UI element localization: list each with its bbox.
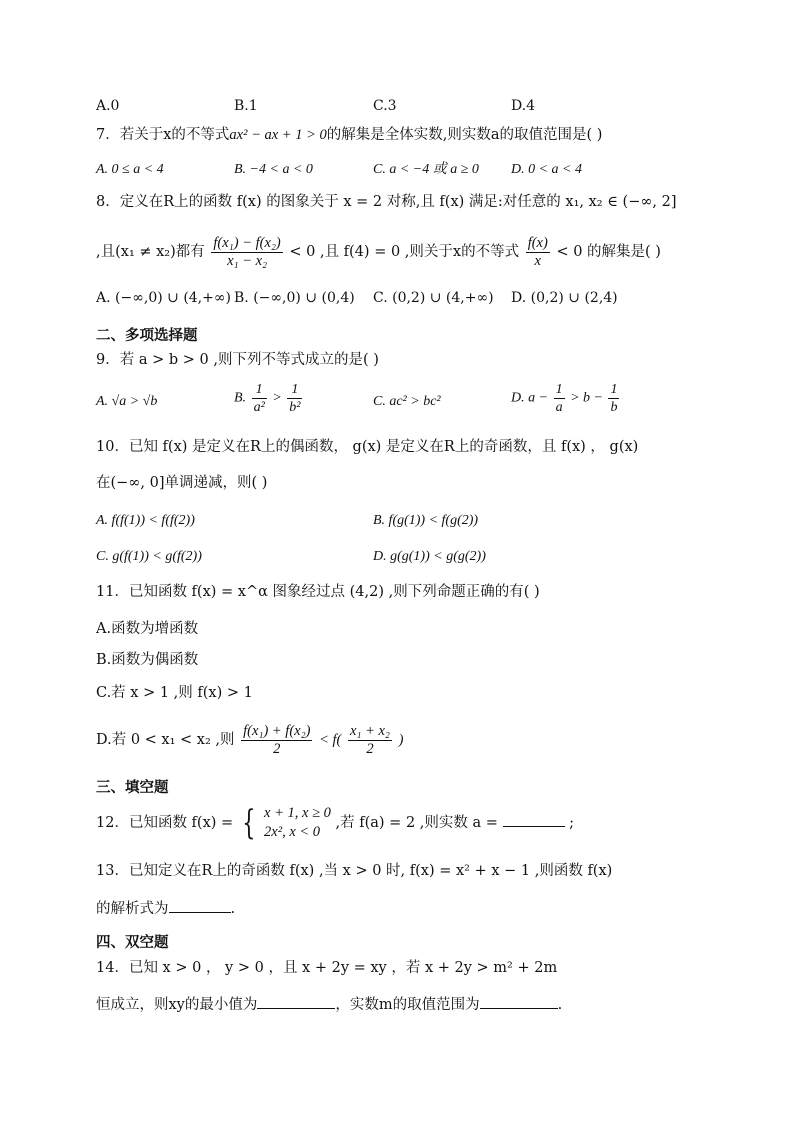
q7-stem-post: 的解集是全体实数,则实数a的取值范围是( ) (326, 127, 603, 143)
q9d-num1: 1 (555, 382, 563, 397)
q11d-den: 2 (273, 740, 281, 757)
q14-line2 (96, 994, 734, 1015)
q11d-post: ) (398, 732, 404, 748)
q9b-den1: a² (253, 400, 265, 415)
q6-option-d: D.4 (511, 98, 536, 114)
q11-option-b: B.函数为偶函数 (96, 652, 199, 668)
q7-stem-pre: 7．若关于x的不等式 (96, 127, 230, 143)
q13-answer-blank[interactable] (169, 898, 231, 913)
q8-option-b: B. (−∞,0) ∪ (0,4) (234, 290, 355, 306)
q9b-mid: > (272, 390, 282, 406)
q12-case2: 2x², x < 0 (264, 824, 321, 840)
q12-pre: 12．已知函数 f(x) = (96, 815, 234, 831)
q9-option-d-frac2 (608, 381, 619, 416)
q8-line2 (96, 232, 734, 272)
q11-option-d (96, 720, 734, 760)
q9-option-b-frac2 (287, 381, 302, 416)
q9d-mid: > b − (570, 390, 603, 406)
section-heading-multiple-choice: 二、多项选择题 (96, 328, 198, 344)
q12-tail: ; (569, 815, 575, 831)
q9-option-b-frac1 (252, 381, 267, 416)
q9d-den2: b (610, 400, 618, 415)
q10-line1: 10．已知 f(x) 是定义在R上的偶函数， g(x) 是定义在R上的奇函数，且 f(x) ， g(x) (96, 439, 639, 455)
q8-line2-pre: ,且(x₁ ≠ x₂)都有 (96, 244, 205, 260)
q8-option-d: D. (0,2) ∪ (2,4) (511, 290, 618, 306)
q7-inequality: ax² − ax + 1 > 0 (229, 127, 327, 143)
q8-frac2-denominator: x (534, 252, 541, 269)
q14-answer-blank-1[interactable] (257, 994, 335, 1009)
q14-answer-blank-2[interactable] (480, 994, 558, 1009)
q10-option-c: C. g(f(1)) < g(f(2)) (96, 549, 202, 564)
section-heading-fill-in: 三、填空题 (96, 780, 169, 796)
q12-line (96, 800, 734, 846)
q9-option-b-label: B. (234, 390, 247, 406)
q8-frac1-denominator: x₁ − x₂ (227, 252, 268, 269)
q8-fraction-fx-over-x (526, 235, 550, 270)
q11d-frac-midpoint (348, 723, 392, 758)
q13-post: . (230, 901, 236, 917)
q7-option-a: A. 0 ≤ a < 4 (96, 162, 164, 177)
q8-line2-mid: < 0 ,且 f(4) = 0 ,则关于x的不等式 (289, 244, 520, 260)
q14-pre: 恒成立，则xy的最小值为 (96, 997, 258, 1013)
q13-line1: 13．已知定义在R上的奇函数 f(x) ,当 x > 0 时, f(x) = x² + x − 1 ,则函数 f(x) (96, 863, 613, 879)
q11d-pre: D.若 0 < x₁ < x₂ ,则 (96, 732, 235, 748)
q9-stem: 9．若 a > b > 0 ,则下列不等式成立的是( ) (96, 352, 379, 368)
q10-option-b: B. f(g(1)) < f(g(2)) (373, 513, 479, 528)
q11d-frac-average (241, 723, 312, 758)
q6-option-c: C.3 (373, 98, 397, 114)
q12-piecewise-cases (264, 804, 331, 842)
q9b-num2: 1 (287, 381, 302, 399)
q9d-num2: 1 (610, 382, 618, 397)
q8-fraction-difference-quotient (211, 235, 282, 270)
q8-line1: 8．定义在R上的函数 f(x) 的图象关于 x = 2 对称,且 f(x) 满足:对任意的 x₁, x₂ ∈ (−∞, 2] (96, 194, 677, 210)
q7-option-c: C. a < −4 或 a ≥ 0 (373, 162, 479, 177)
q8-frac1-numerator: f(x₁) − f(x₂) (213, 234, 281, 251)
q9b-den2: b² (289, 400, 301, 415)
q11-stem: 11．已知函数 f(x) = x^α 图象经过点 (4,2) ,则下列命题正确的有( ) (96, 584, 540, 600)
q8-option-c: C. (0,2) ∪ (4,+∞) (373, 290, 494, 306)
q7-stem (96, 125, 734, 145)
q8-frac2-numerator: f(x) (527, 234, 548, 251)
section-heading-double-blank: 四、双空题 (96, 935, 169, 951)
q9-option-d-frac1 (554, 381, 565, 416)
q13-line2 (96, 898, 734, 919)
q8-option-a: A. (−∞,0) ∪ (4,+∞) (96, 290, 231, 306)
q9-option-a: A. √a > √b (96, 394, 158, 409)
q7-option-d: D. 0 < a < 4 (511, 162, 583, 177)
q11-option-a: A.函数为增函数 (96, 621, 199, 637)
q11d-num: f(x₁) + f(x₂) (243, 722, 311, 739)
q6-option-b: B.1 (234, 98, 258, 114)
q11d-num2: x₁ + x₂ (349, 722, 390, 739)
q14-mid: ，实数m的取值范围为 (335, 997, 480, 1013)
q14-post: . (557, 997, 563, 1013)
q7-option-b: B. −4 < a < 0 (234, 162, 313, 177)
left-brace-icon: { (242, 803, 256, 843)
q8-line2-post: < 0 的解集是( ) (556, 244, 661, 260)
q9-option-b (234, 381, 304, 416)
q11d-mid: < f( (319, 732, 342, 748)
q12-answer-blank[interactable] (503, 812, 565, 827)
q12-case1: x + 1, x ≥ 0 (264, 805, 331, 821)
q9-option-c: C. ac² > bc² (373, 394, 441, 409)
q9d-pre: D. a − (511, 390, 549, 406)
q9b-num1: 1 (252, 381, 267, 399)
q10-option-d: D. g(g(1)) < g(g(2)) (373, 549, 486, 564)
q11-option-c: C.若 x > 1 ,则 f(x) > 1 (96, 685, 253, 701)
q9d-den1: a (555, 400, 563, 415)
q14-line1: 14．已知 x > 0 ， y > 0 ，且 x + 2y = xy ，若 x + 2y > m² + 2m (96, 960, 558, 976)
q10-option-a: A. f(f(1)) < f(f(2)) (96, 513, 195, 528)
q11d-den2: 2 (366, 740, 374, 757)
q9-option-d (511, 381, 621, 416)
q12-post: ,若 f(a) = 2 ,则实数 a = (335, 815, 498, 831)
q13-pre: 的解析式为 (96, 901, 169, 917)
q6-option-a: A.0 (96, 98, 120, 114)
q10-line2: 在(−∞, 0]单调递减，则( ) (96, 475, 268, 491)
